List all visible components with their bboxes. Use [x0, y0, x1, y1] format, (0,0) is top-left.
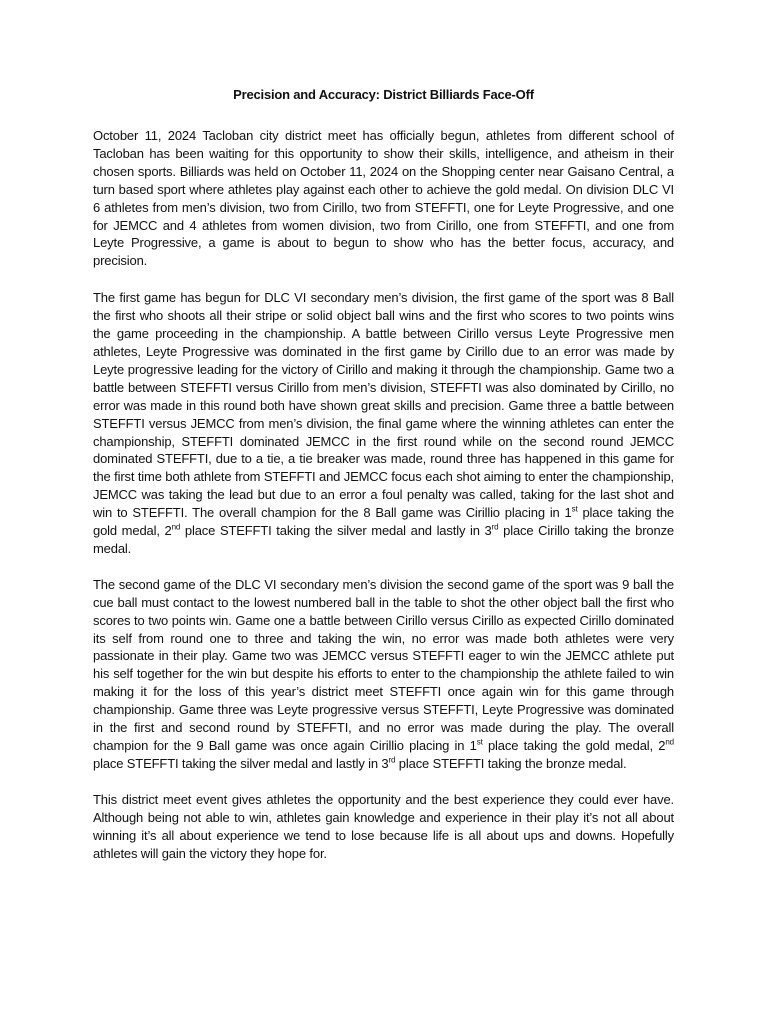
paragraph-text: The first game has begun for DLC VI secondary men’s division, the first game of the sport was 8 Ball the first who shoots all their stripe or solid object ball wins and the first who scores to two points wins the game proceeding in the championship. A battle between Cirillo versus Leyte Progressive men athletes, Leyte Progressive was dominated in the first game by Cirillo due to an error was made by Leyte progressive leading for the victory of Cirillo and making it through the championship. Game two a battle between STEFFTI versus Cirillo from men’s division, STEFFTI was also dominated by Cirillo, no error was made in this round both have shown great skills and precision. Game three a battle between STEFFTI versus JEMCC from men’s division, the final game where the winning athletes can enter the championship, STEFFTI dominated JEMCC in the first round while on the second round JEMCC dominated STEFFTI, due to a tie, a tie breaker was made, round three has happened in this game for the first time both athlete from STEFFTI and JEMCC focus each shot aiming to enter the championship, JEMCC was taking the lead but due to an error a foul penalty was called, taking for the last shot and win to STEFFTI. The overall champion for the 8 Ball game was Cirillio placing in 1 [93, 290, 674, 521]
paragraph-8-ball [93, 289, 674, 558]
ordinal-suffix: st [476, 737, 483, 747]
paragraph-intro: October 11, 2024 Tacloban city district meet has officially begun, athletes from different school of Tacloban has been waiting for this opportunity to show their skills, intelligence, and atheism in their chosen sports. Billiards was held on October 11, 2024 on the Shopping center near Gaisano Central, a turn based sport where athletes play against each other to achieve the gold medal. On division DLC VI 6 athletes from men’s division, two from Cirillo, two from STEFFTI, one for Leyte Progressive, and one for JEMCC and 4 athletes from women division, two from Cirillo, one from STEFFTI, and one from Leyte Progressive, a game is about to begun to show who has the better focus, accuracy, and precision. [93, 128, 674, 269]
paragraph-text: place taking the gold medal, 2 [482, 738, 666, 753]
document-page [93, 86, 674, 862]
paragraph-text: place STEFFTI taking the silver medal and lastly in 3 [93, 755, 389, 771]
paragraph-text: place STEFFTI taking the bronze medal. [395, 755, 627, 771]
ordinal-suffix: rd [491, 522, 499, 532]
paragraph-text: The second game of the DLC VI secondary men’s division the second game of the sport was 9 ball the cue ball must contact to the lowest numbered ball in the table to shot the other object ball the first who scores to two points win. Game one a battle between Cirillo versus Cirillo as expected Cirillo dominated its self from round one to three and taking the win, no error was made both athletes were very passionate in their play. Game two was JEMCC versus STEFFTI eager to win the JEMCC athlete put his self together for the win but despite his efforts to enter to the championship the athlete failed to win making it for the loss of this year’s district meet STEFFTI once again win for this game through championship. Game three was Leyte progressive versus STEFFTI, Leyte Progressive was dominated in the first and second round by STEFFTI, and no error was made during the play. The overall champion for the 9 Ball game was once again Cirillio placing in 1 [93, 576, 674, 753]
ordinal-suffix: st [571, 504, 578, 514]
paragraph-9-ball [93, 576, 674, 773]
paragraph-text: place Cirillo taking the bronze medal. [93, 523, 674, 556]
paragraph-conclusion: This district meet event gives athletes the opportunity and the best experience they could ever have. Although being not able to win, athletes gain knowledge and experience in their play it’s not all about winning it’s all about experience we tend to lose because life is all about ups and downs. Hopefully athletes will gain the victory they hope for. [93, 791, 674, 861]
paragraph-text: place taking the gold medal, 2 [93, 505, 674, 539]
ordinal-suffix: rd [388, 755, 396, 765]
paragraph-text: place STEFFTI taking the silver medal and lastly in 3 [180, 523, 492, 539]
ordinal-suffix: nd [171, 522, 181, 532]
ordinal-suffix: nd [665, 737, 674, 747]
document-title: Precision and Accuracy: District Billiards Face-Off [233, 87, 534, 102]
